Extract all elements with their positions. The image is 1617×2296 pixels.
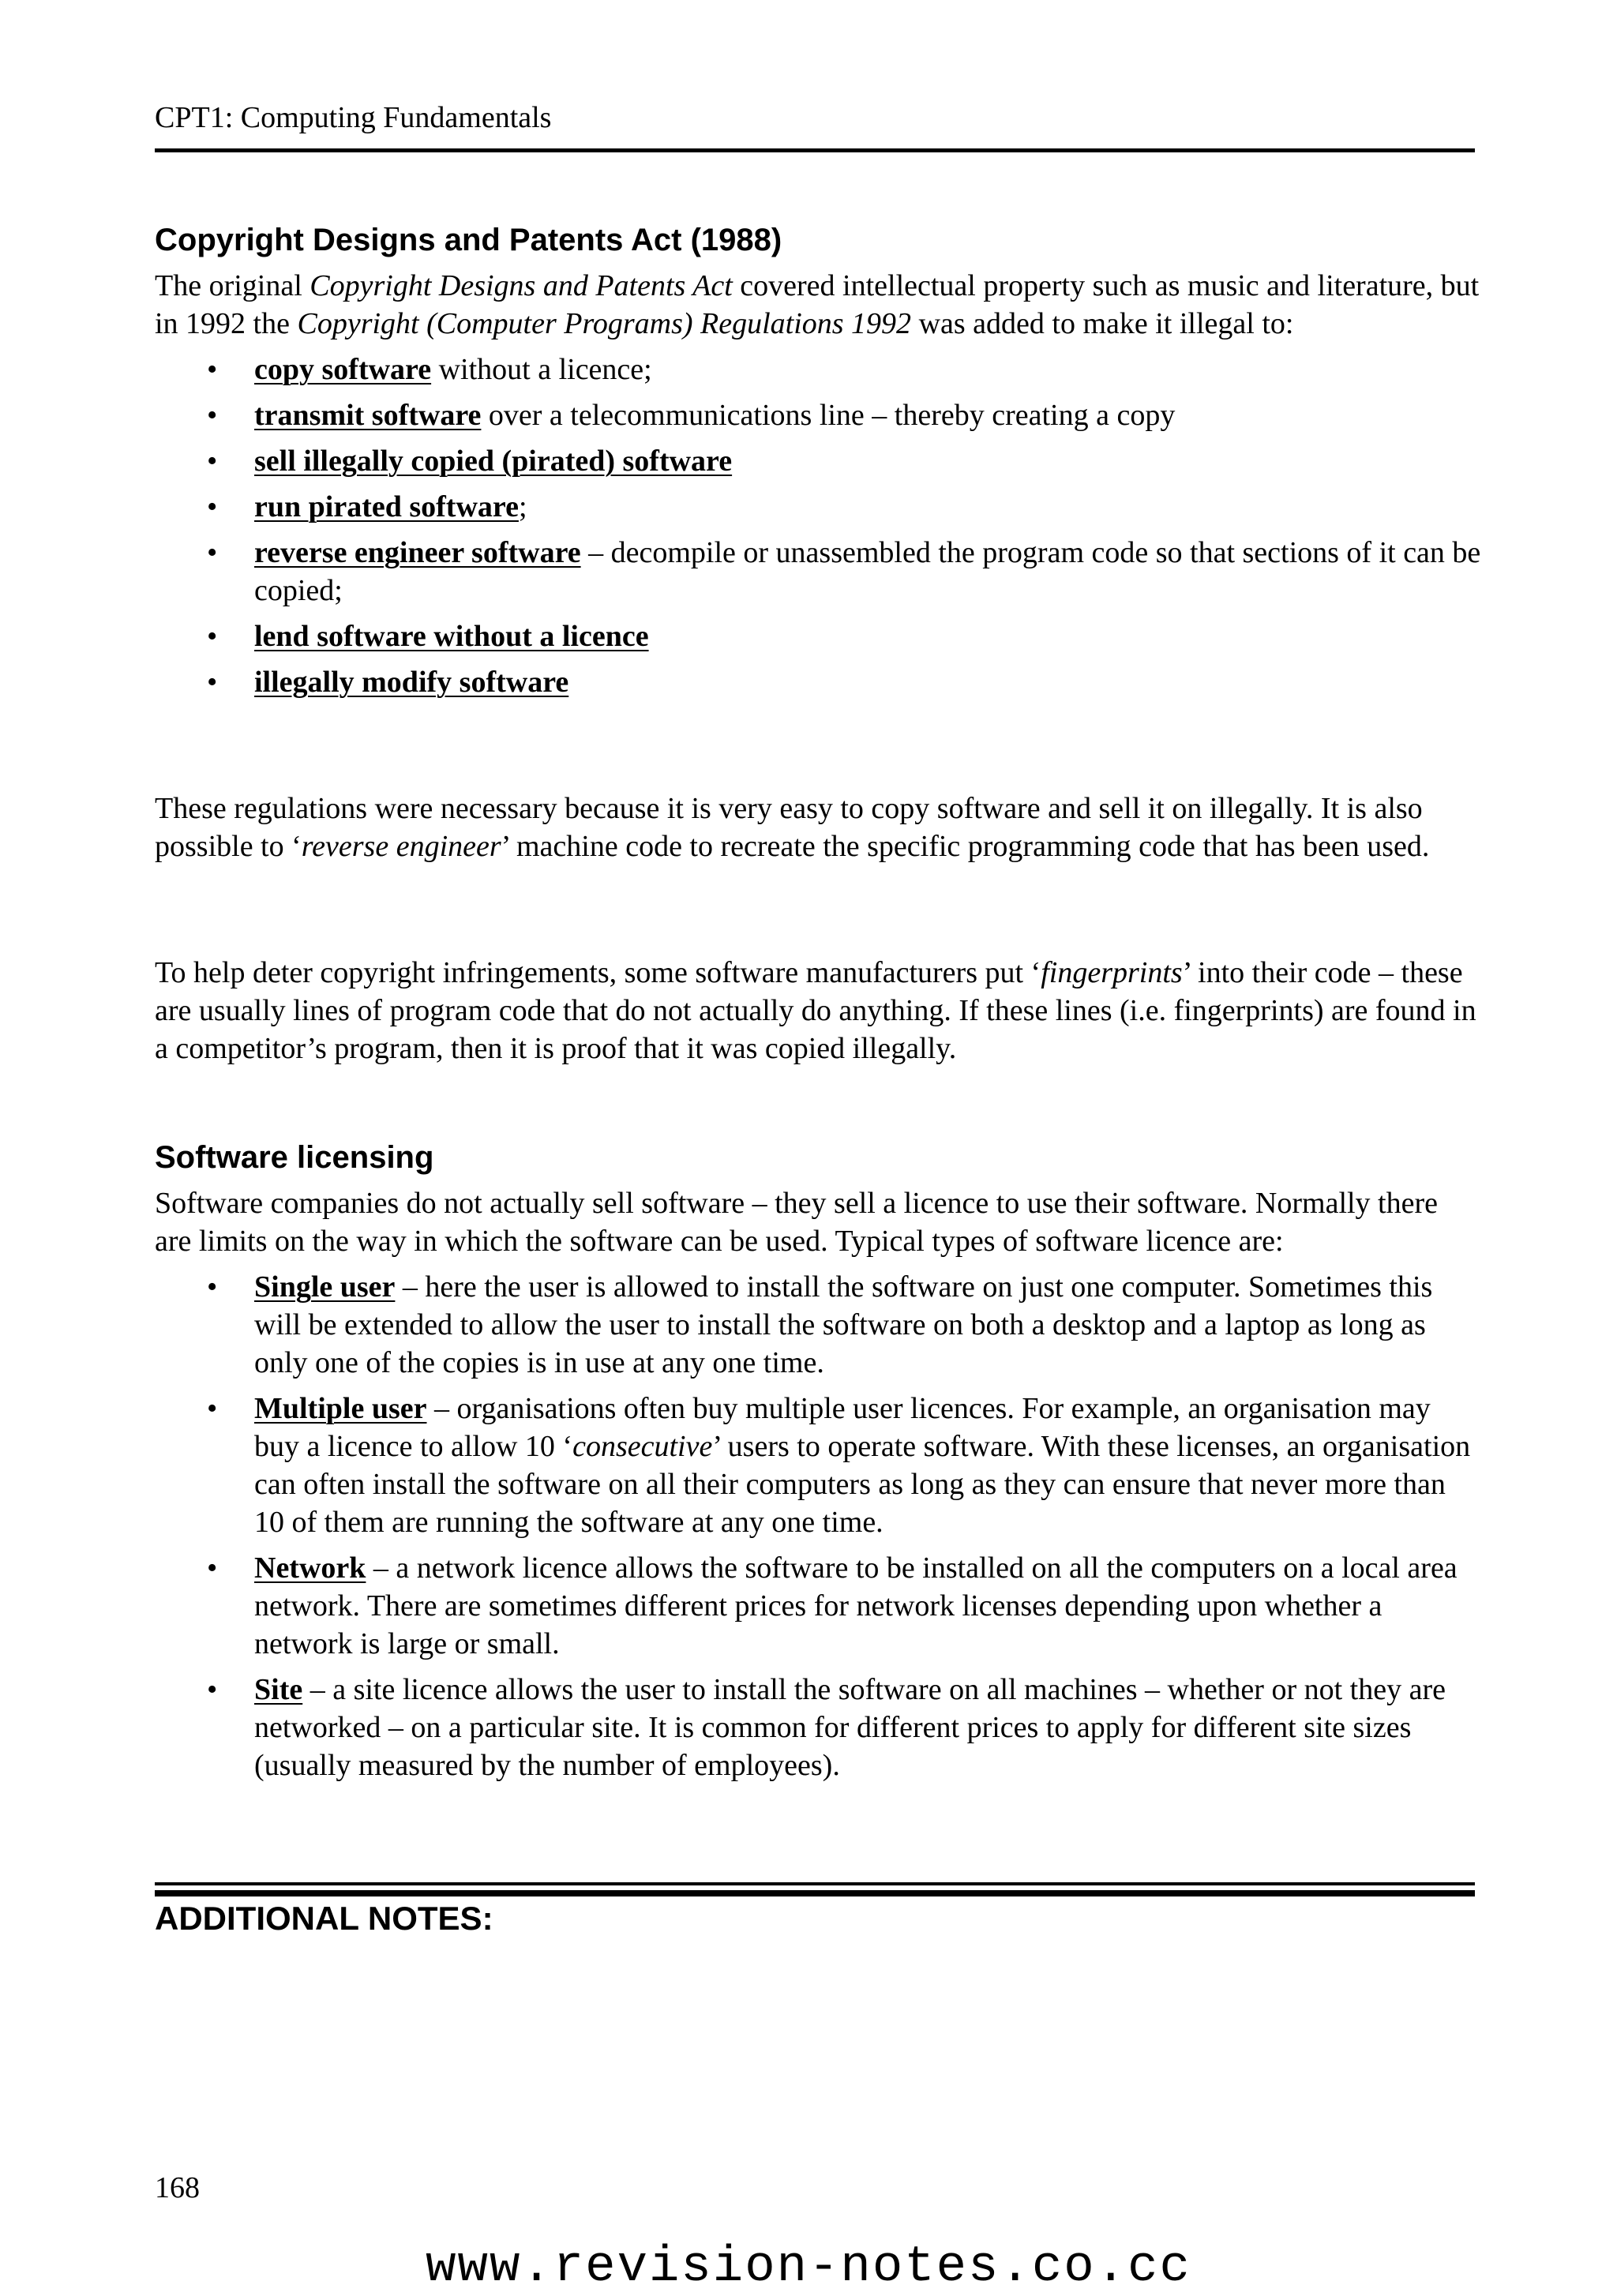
licensing-intro-paragraph: Software companies do not actually sell software – they sell a licence to use their software. Normally there are limits on the way in which the software can be used. Typical types of software licence are: — [155, 1187, 1439, 1258]
running-header: CPT1: Computing Fundamentals — [155, 101, 552, 134]
list-item-text: – a site licence allows the user to install the software on all machines – whether or not they are networked – on a particular site. It is common for different prices to apply for different site sizes (usually measured by the number of employees). — [254, 1673, 1446, 1782]
intro-text-1: The original — [155, 269, 310, 302]
list-item-term: copy software — [254, 353, 432, 386]
para-text: To help deter copyright infringements, some software manufacturers put ‘ — [155, 956, 1041, 989]
list-item-term: reverse engineer software — [254, 536, 581, 569]
bullet-icon: • — [207, 490, 218, 523]
additional-notes-heading: ADDITIONAL NOTES: — [155, 1900, 493, 1937]
list-item — [155, 442, 1481, 480]
regulations-name: Copyright (Computer Programs) Regulations 1992 — [297, 307, 912, 340]
list-item-term: run pirated software — [254, 490, 519, 523]
list-item-text: – here the user is allowed to install the software on just one computer. Sometimes this will be extended to allow the user to install the software on both a desktop and a laptop as long as only one of the copies is in use at any one time. — [254, 1270, 1433, 1379]
footer-url: www.revision-notes.co.cc — [426, 2239, 1191, 2296]
list-item-text: ; — [518, 490, 527, 523]
list-item-text: over a telecommunications line – thereby creating a copy — [481, 399, 1176, 432]
fingerprints-paragraph — [155, 954, 1481, 1067]
list-item — [155, 488, 1481, 526]
bullet-icon: • — [207, 1392, 218, 1425]
bullet-icon: • — [207, 1270, 218, 1304]
intro-text-2: covered intellectual property such as music and literature, but in 1992 the — [155, 269, 1480, 340]
section-heading-copyright: Copyright Designs and Patents Act (1988) — [155, 223, 782, 257]
list-item-text: – decompile or unassembled the program code so that sections of it can be copied; — [254, 536, 1481, 607]
notes-rule-bottom — [155, 1890, 1475, 1896]
bullet-icon: • — [207, 445, 218, 478]
licence-types-list — [155, 1268, 1481, 1784]
list-item — [155, 663, 1481, 701]
licensing-section-body — [155, 1184, 1481, 1784]
list-item — [155, 1671, 1481, 1784]
regulations-paragraph — [155, 790, 1481, 865]
para-text: ’ machine code to recreate the specific programming code that has been used. — [501, 830, 1430, 863]
list-item-italic: consecutive — [572, 1430, 713, 1463]
list-item — [155, 1390, 1481, 1541]
list-item — [155, 1268, 1481, 1382]
intro-text-3: was added to make it illegal to: — [911, 307, 1294, 340]
list-item — [155, 351, 1481, 388]
list-item — [155, 396, 1481, 434]
section-heading-licensing: Software licensing — [155, 1140, 434, 1175]
list-item-text: – a network licence allows the software to be installed on all the computers on a local area network. There are sometimes different prices for network licenses depending upon whether a network is large or small. — [254, 1551, 1458, 1660]
list-item-term: Single user — [254, 1270, 396, 1304]
list-item-text: ’ users to operate software. With these licenses, an organisation can often install the software on all their computers as long as they can ensure that never more than 10 of them are running the software at any one time. — [254, 1430, 1471, 1539]
list-item-term: Multiple user — [254, 1392, 427, 1425]
header-rule — [155, 148, 1475, 152]
para-text: ’ into their code – these are usually lines of program code that do not actually do anything. If these lines (i.e. fingerprints) are found in a competitor’s program, then it is proof that it was copied illegally. — [155, 956, 1476, 1065]
bullet-icon: • — [207, 666, 218, 699]
bullet-icon: • — [207, 353, 218, 386]
list-item-term: illegally modify software — [254, 666, 569, 699]
act-name: Copyright Designs and Patents Act — [310, 269, 733, 302]
list-item-term: lend software without a licence — [254, 620, 649, 653]
copyright-section-body — [155, 267, 1481, 701]
bullet-icon: • — [207, 399, 218, 432]
list-item-term: sell illegally copied (pirated) software — [254, 445, 733, 478]
notes-rule-top — [155, 1882, 1475, 1885]
page-number: 168 — [155, 2171, 200, 2204]
bullet-icon: • — [207, 536, 218, 569]
bullet-icon: • — [207, 620, 218, 653]
bullet-icon: • — [207, 1673, 218, 1706]
para-text: These regulations were necessary because it is very easy to copy software and sell it on illegally. It is also possible to ‘ — [155, 792, 1423, 863]
copyright-intro-paragraph — [155, 267, 1481, 343]
list-item-text: – organisations often buy multiple user licences. For example, an organisation may buy a licence to allow 10 ‘ — [254, 1392, 1431, 1463]
list-item-term: Network — [254, 1551, 366, 1585]
list-item — [155, 534, 1481, 610]
list-item-term: transmit software — [254, 399, 482, 432]
list-item — [155, 1549, 1481, 1663]
illegal-actions-list — [155, 351, 1481, 701]
list-item-text: without a licence; — [431, 353, 652, 386]
para-italic: reverse engineer — [301, 830, 501, 863]
para-italic: fingerprints — [1041, 956, 1183, 989]
list-item-term: Site — [254, 1673, 303, 1706]
bullet-icon: • — [207, 1551, 218, 1585]
list-item — [155, 617, 1481, 655]
